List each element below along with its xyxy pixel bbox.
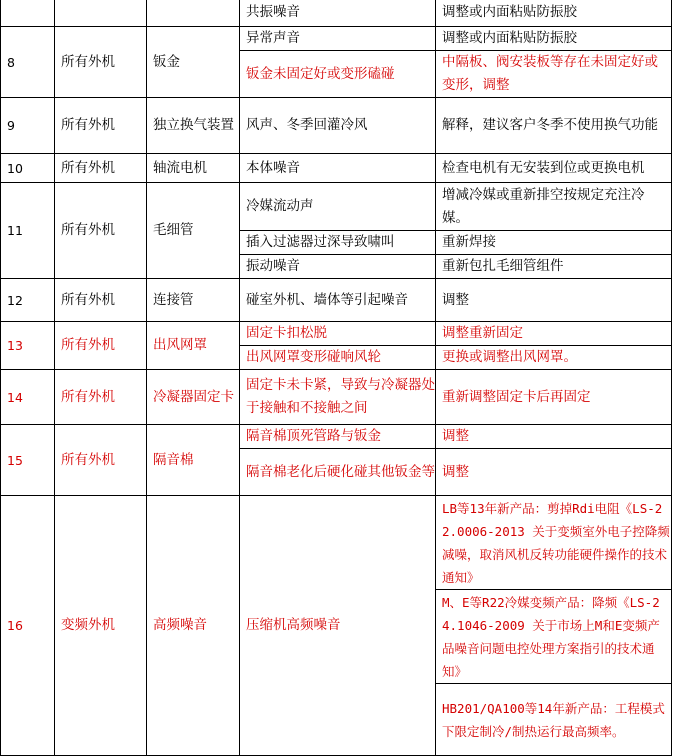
fix-cell: 解释，建议客户冬季不使用换气功能 <box>436 98 672 154</box>
table-row <box>1 0 672 27</box>
scope-cell: 所有外机 <box>55 98 147 154</box>
fix-cell: 检查电机有无安装到位或更换电机 <box>436 154 672 183</box>
part-cell: 冷凝器固定卡 <box>147 370 240 425</box>
part-cell: 连接管 <box>147 279 240 322</box>
row-number: 16 <box>1 496 55 756</box>
table-row <box>1 183 672 231</box>
scope-cell: 所有外机 <box>55 27 147 98</box>
part-cell: 毛细管 <box>147 183 240 279</box>
issue-cell: 风声、冬季回灌冷风 <box>240 98 436 154</box>
row-number: 10 <box>1 154 55 183</box>
row-number: 15 <box>1 425 55 496</box>
fix-cell: 调整或内面粘贴防振胶 <box>436 0 672 27</box>
part-cell: 高频噪音 <box>147 496 240 756</box>
fix-cell: 调整或内面粘贴防振胶 <box>436 27 672 51</box>
fix-cell: 调整 <box>436 425 672 449</box>
part-cell: 钣金 <box>147 27 240 98</box>
scope-cell: 所有外机 <box>55 322 147 370</box>
table-row <box>1 98 672 154</box>
issue-cell: 隔音棉老化后硬化碰其他钣金等 <box>240 449 436 496</box>
issue-cell: 隔音棉顶死管路与钣金 <box>240 425 436 449</box>
fix-cell: 重新调整固定卡后再固定 <box>436 370 672 425</box>
table-row <box>1 154 672 183</box>
table-row <box>1 27 672 51</box>
part-cell: 隔音棉 <box>147 425 240 496</box>
issue-cell: 固定卡扣松脱 <box>240 322 436 346</box>
scope-cell <box>55 0 147 27</box>
part-cell: 轴流电机 <box>147 154 240 183</box>
issue-cell: 本体噪音 <box>240 154 436 183</box>
table-row <box>1 279 672 322</box>
row-number: 12 <box>1 279 55 322</box>
fix-cell: 调整 <box>436 279 672 322</box>
table-row <box>1 370 672 425</box>
issue-cell: 共振噪音 <box>240 0 436 27</box>
fix-cell: 增减冷媒或重新排空按规定充注冷媒。 <box>436 183 672 231</box>
table-row <box>1 496 672 590</box>
issue-cell: 插入过滤器过深导致啸叫 <box>240 231 436 255</box>
scope-cell: 所有外机 <box>55 425 147 496</box>
row-number: 11 <box>1 183 55 279</box>
scope-cell: 所有外机 <box>55 154 147 183</box>
table-row <box>1 322 672 346</box>
part-cell: 出风网罩 <box>147 322 240 370</box>
issue-cell: 钣金未固定好或变形磕碰 <box>240 51 436 98</box>
fix-cell: 重新焊接 <box>436 231 672 255</box>
issue-cell: 振动噪音 <box>240 255 436 279</box>
fix-cell: 重新包扎毛细管组件 <box>436 255 672 279</box>
row-number: 9 <box>1 98 55 154</box>
scope-cell: 变频外机 <box>55 496 147 756</box>
row-number: 8 <box>1 27 55 98</box>
issue-cell: 碰室外机、墙体等引起噪音 <box>240 279 436 322</box>
fix-cell: 中隔板、阀安装板等存在未固定好或变形，调整 <box>436 51 672 98</box>
fix-cell: HB201/QA100等14年新产品：工程模式下限定制冷/制热运行最高频率。 <box>436 684 672 756</box>
issue-cell: 出风网罩变形碰响风轮 <box>240 346 436 370</box>
fix-cell: LB等13年新产品：剪掉Rdi电阻《LS-22.0006-2013 关于变频室外电子控降频减噪，取消风机反转功能硬件操作的技术通知》 <box>436 496 672 590</box>
row-number: 13 <box>1 322 55 370</box>
fix-cell: 调整重新固定 <box>436 322 672 346</box>
part-cell <box>147 0 240 27</box>
fix-cell: M、E等R22冷媒变频产品：降频《LS-24.1046-2009 关于市场上M和E变频产品噪音问题电控处理方案指引的技术通知》 <box>436 590 672 684</box>
table-row <box>1 425 672 449</box>
row-number: 14 <box>1 370 55 425</box>
row-number <box>1 0 55 27</box>
part-cell: 独立换气装置 <box>147 98 240 154</box>
fix-cell: 调整 <box>436 449 672 496</box>
issue-cell: 冷媒流动声 <box>240 183 436 231</box>
scope-cell: 所有外机 <box>55 279 147 322</box>
fix-cell: 更换或调整出风网罩。 <box>436 346 672 370</box>
scope-cell: 所有外机 <box>55 183 147 279</box>
scope-cell: 所有外机 <box>55 370 147 425</box>
issue-cell: 压缩机高频噪音 <box>240 496 436 756</box>
issue-cell: 固定卡未卡紧，导致与冷凝器处于接触和不接触之间 <box>240 370 436 425</box>
issue-cell: 异常声音 <box>240 27 436 51</box>
